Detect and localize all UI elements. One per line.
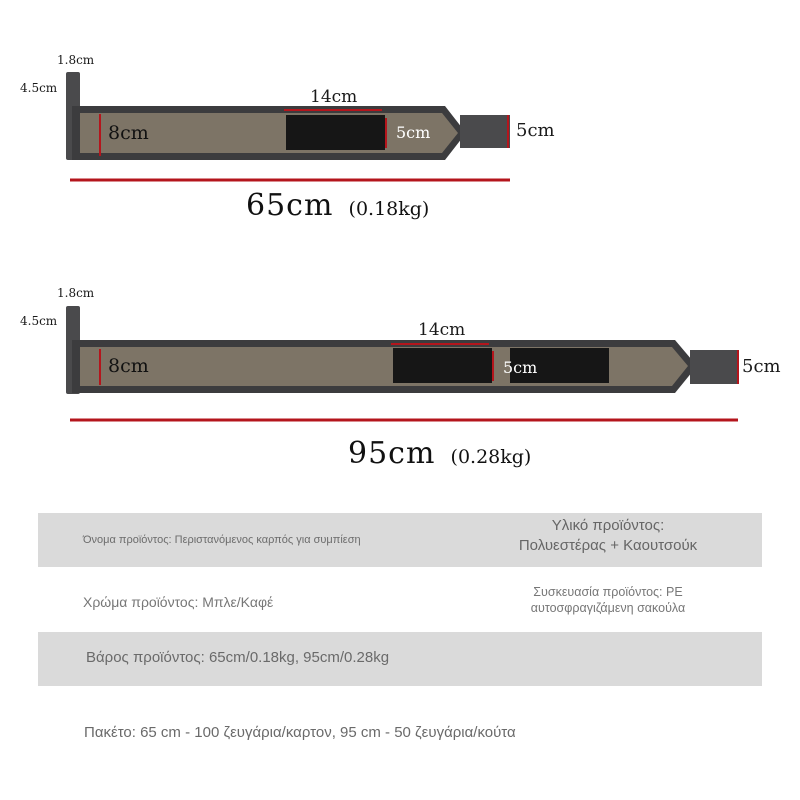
strap-short-velcro-width-label: 5cm [396,123,431,142]
spec-material [458,517,758,554]
spec-row-weight [38,632,762,686]
spec-weight: Βάρος προϊόντος: 65cm/0.18kg, 95cm/0.28kg [86,648,390,666]
strap-long-total [348,436,531,471]
spec-package: Πακέτο: 65 cm - 100 ζευγάρια/καρτον, 95 cm - 50 ζευγάρια/κούτα [84,723,516,741]
strap-long-velcro-1 [393,348,492,383]
strap-long-tip [690,350,738,384]
strap-short-tip-width-label: 5cm [516,120,555,141]
spec-row-package [38,712,762,752]
strap-long-length-label: 95cm [348,436,436,471]
strap-short-length-label: 65cm [246,188,334,223]
spec-color: Χρώμα προϊόντος: Μπλε/Καφέ [83,594,274,610]
strap-long-tab-height-label: 4.5cm [20,314,58,328]
strap-short-weight-label: (0.18kg) [348,198,430,220]
spec-row-color-packaging [38,575,762,629]
spec-packaging [458,585,758,615]
strap-long-tab-width-label: 1.8cm [57,286,95,300]
strap-short-band-width-label: 8cm [108,122,149,144]
strap-short-velcro-length-label: 14cm [310,87,358,107]
strap-short-total [246,188,429,223]
spec-packaging-line2: αυτοσφραγιζάμενη σακούλα [530,601,686,615]
strap-short-tip [460,115,510,148]
spec-material-value: Πολυεστέρας + Καουτσούκ [518,537,698,554]
strap-short-tab-width-label: 1.8cm [57,53,95,67]
spec-product-name: Όνομα προϊόντος: Περιστανόμενος καρπός για συμπίεση [83,534,361,546]
strap-short-velcro [286,115,385,150]
strap-long-velcro-width-label: 5cm [503,358,538,377]
spec-packaging-line1: Συσκευασία προϊόντος: PE [533,585,683,599]
strap-long-band-width-label: 8cm [108,355,149,377]
strap-long-velcro-length-label: 14cm [418,320,466,340]
spec-material-label: Υλικό προϊόντος: [551,517,665,534]
strap-long-weight-label: (0.28kg) [450,446,532,468]
strap-long-tip-width-label: 5cm [742,356,781,377]
spec-row-name-material [38,513,762,567]
strap-short-tab-height-label: 4.5cm [20,81,58,95]
strap-long [66,306,738,420]
